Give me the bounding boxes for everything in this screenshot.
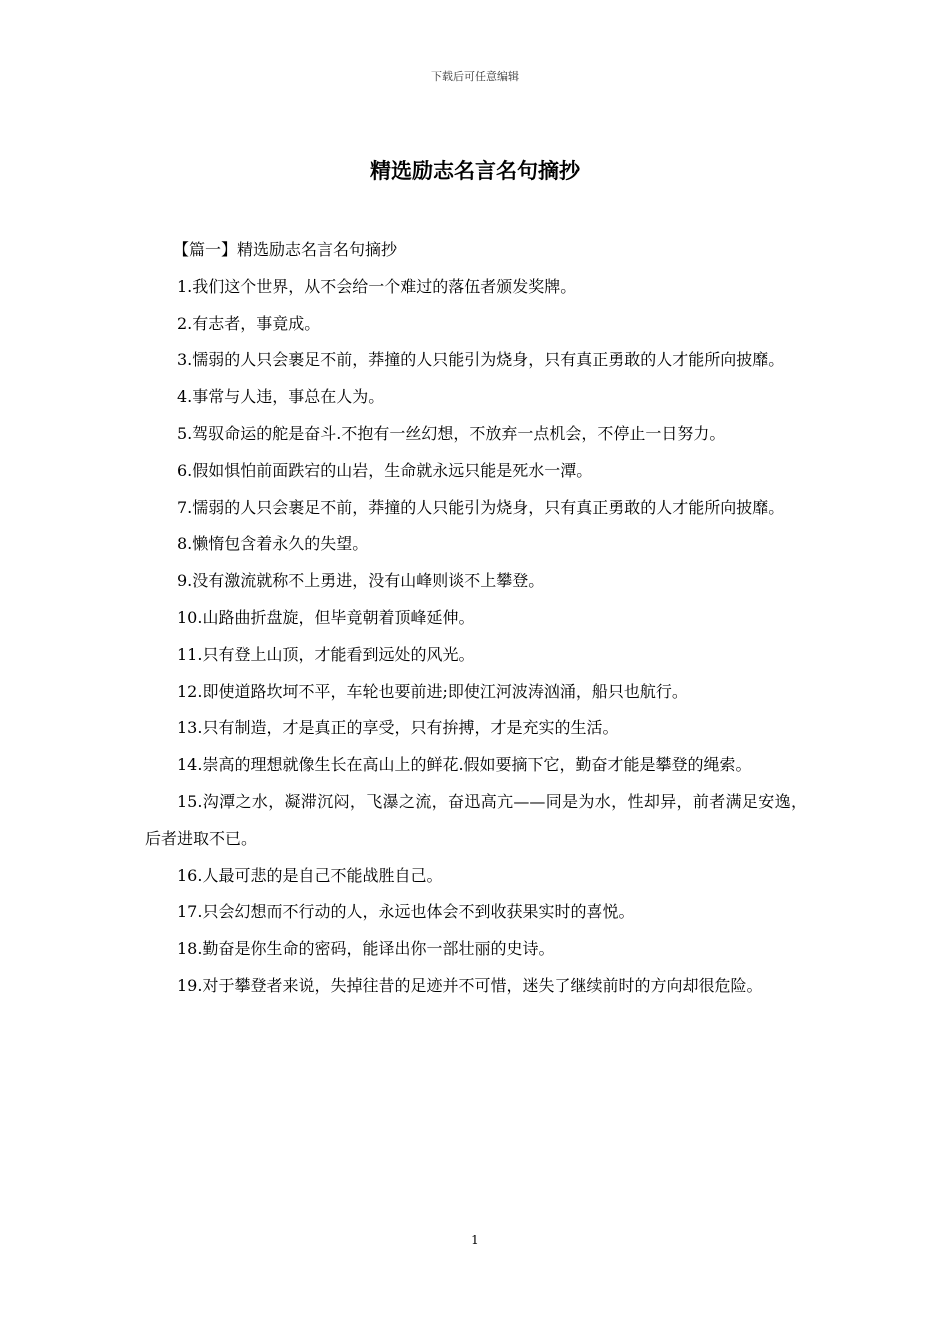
quote-item-17: 17.只会幻想而不行动的人，永远也体会不到收获果实时的喜悦。 [177,902,635,922]
quote-item-18: 18.勤奋是你生命的密码，能译出你一部壮丽的史诗。 [177,939,555,959]
quote-item-1: 1.我们这个世界，从不会给一个难过的落伍者颁发奖牌。 [177,276,577,296]
quote-item-2: 2.有志者，事竟成。 [177,313,321,333]
quote-item-4: 4.事常与人违，事总在人为。 [177,387,385,407]
header-note: 下载后可任意编辑 [431,70,519,83]
quote-item-10: 10.山路曲折盘旋，但毕竟朝着顶峰延伸。 [177,607,475,627]
quote-item-11: 11.只有登上山顶，才能看到远处的风光。 [177,644,475,664]
quote-item-14: 14.崇高的理想就像生长在高山上的鲜花.假如要摘下它，勤奋才能是攀登的绳索。 [177,755,752,775]
document-title: 精选励志名言名句摘抄 [370,159,580,183]
quote-item-12: 12.即使道路坎坷不平，车轮也要前进;即使江河波涛汹涌，船只也航行。 [177,681,688,701]
quote-item-19: 19.对于攀登者来说，失掉往昔的足迹并不可惜，迷失了继续前时的方向却很危险。 [177,975,763,995]
quote-item-9: 9.没有激流就称不上勇进，没有山峰则谈不上攀登。 [177,571,545,591]
quote-item-7: 7.懦弱的人只会裹足不前，莽撞的人只能引为烧身，只有真正勇敢的人才能所向披靡。 [177,497,785,517]
quote-item-6: 6.假如惧怕前面跌宕的山岩，生命就永远只能是死水一潭。 [177,460,593,480]
section-heading: 【篇一】精选励志名言名句摘抄 [173,240,398,259]
document-body [145,232,807,1005]
page-number: 1 [471,1233,479,1247]
quote-item-8: 8.懒惰包含着永久的失望。 [177,534,369,554]
quote-item-16: 16.人最可悲的是自己不能战胜自己。 [177,865,443,885]
quote-item-15: 15.沟潭之水，凝滞沉闷，飞瀑之流，奋迅高亢——同是为水，性却异，前者满足安逸，后者进取不已。 [145,791,807,848]
quote-item-5: 5.驾驭命运的舵是奋斗.不抱有一丝幻想，不放弃一点机会，不停止一日努力。 [177,423,726,443]
quote-item-13: 13.只有制造，才是真正的享受，只有拚搏，才是充实的生活。 [177,718,619,738]
quote-item-3: 3.懦弱的人只会裹足不前，莽撞的人只能引为烧身，只有真正勇敢的人才能所向披靡。 [177,350,785,370]
